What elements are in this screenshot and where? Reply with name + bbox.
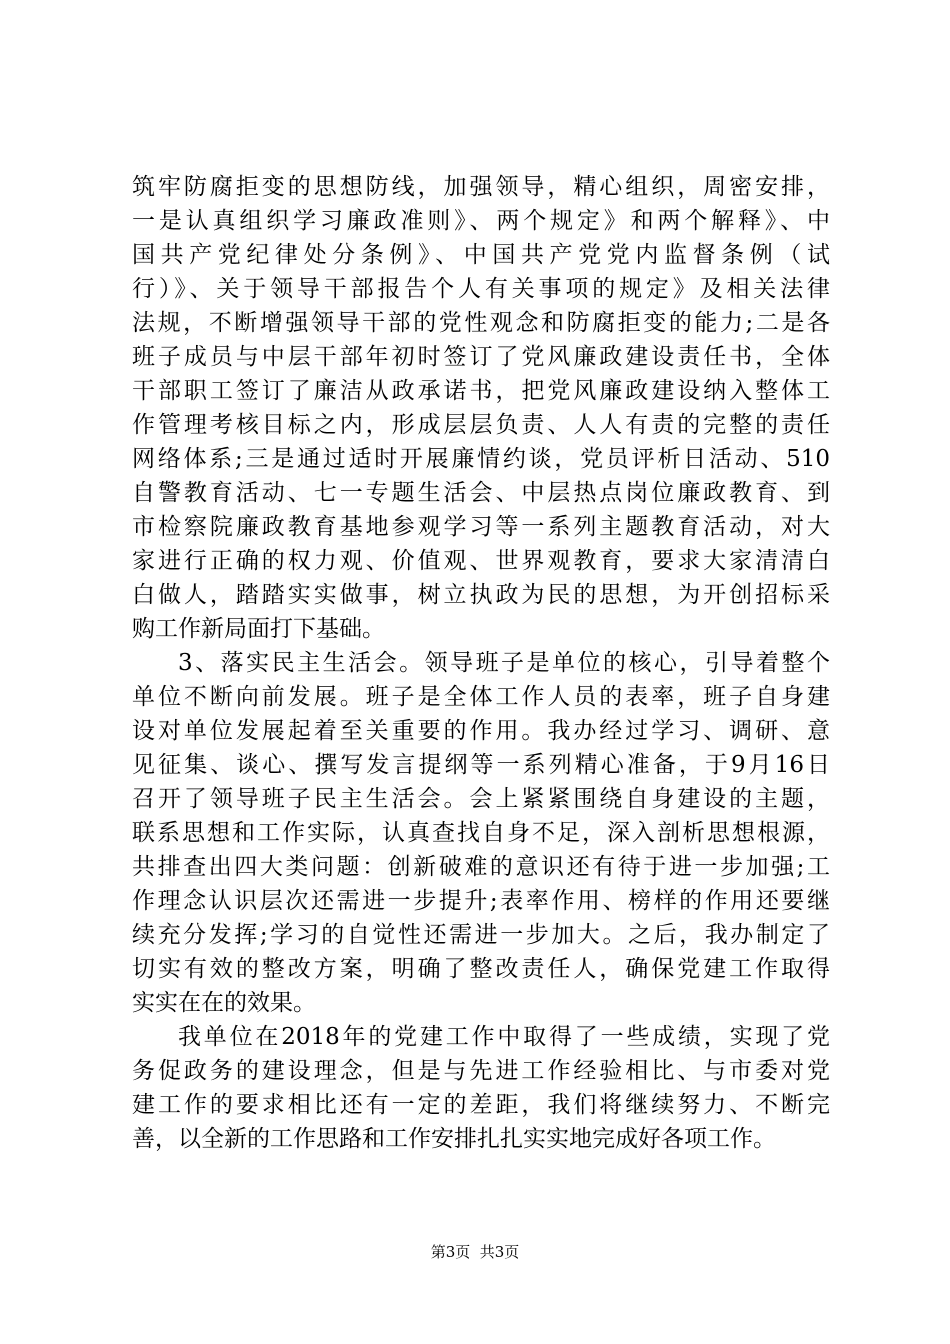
text-line: 干部职工签订了廉洁从政承诺书，把党风廉政建设纳入整体工 (132, 378, 830, 404)
text-line: 实实在在的效果。 (132, 990, 316, 1016)
text-line: 自警教育活动、七一专题生活会、中层热点岗位廉政教育、到 (132, 480, 830, 506)
text-line: 共排查出四大类问题：创新破难的意识还有待于进一步加强;工 (132, 854, 830, 880)
text-line: 市检察院廉政教育基地参观学习等一系列主题教育活动，对大 (132, 514, 830, 540)
text-line: 设对单位发展起着至关重要的作用。我办经过学习、调研、意 (132, 718, 830, 744)
text-line: 3、落实民主生活会。领导班子是单位的核心，引导着整个 (178, 650, 830, 676)
text-line: 续充分发挥;学习的自觉性还需进一步加大。之后，我办制定了 (132, 922, 830, 948)
text-line: 班子成员与中层干部年初时签订了党风廉政建设责任书，全体 (132, 344, 830, 370)
text-line: 切实有效的整改方案，明确了整改责任人，确保党建工作取得 (132, 956, 830, 982)
page-footer: 第3页 共3页 (430, 1243, 520, 1261)
text-line: 单位不断向前发展。班子是全体工作人员的表率，班子自身建 (132, 684, 830, 710)
text-line: 国共产党纪律处分条例》、中国共产党党内监督条例（试 (132, 242, 830, 268)
text-line: 作理念认识层次还需进一步提升;表率作用、榜样的作用还要继 (132, 888, 830, 914)
text-line: 建工作的要求相比还有一定的差距，我们将继续努力、不断完 (132, 1092, 830, 1118)
text-line: 白做人，踏踏实实做事，树立执政为民的思想，为开创招标采 (132, 582, 830, 608)
text-line: 一是认真组织学习廉政准则》、两个规定》和两个解释》、中 (132, 208, 830, 234)
text-line: 家进行正确的权力观、价值观、世界观教育，要求大家清清白 (132, 548, 830, 574)
document-body (132, 170, 830, 1156)
text-line: 作管理考核目标之内，形成层层负责、人人有责的完整的责任 (132, 412, 830, 438)
text-line: 筑牢防腐拒变的思想防线，加强领导，精心组织，周密安排， (132, 174, 830, 200)
text-line: 我单位在2018年的党建工作中取得了一些成绩，实现了党 (178, 1024, 830, 1050)
text-line: 召开了领导班子民主生活会。会上紧紧围绕自身建设的主题， (132, 786, 830, 812)
text-line: 善，以全新的工作思路和工作安排扎扎实实地完成好各项工作。 (132, 1126, 776, 1152)
text-line: 法规，不断增强领导干部的党性观念和防腐拒变的能力;二是各 (132, 310, 830, 336)
text-line: 行）》、关于领导干部报告个人有关事项的规定》及相关法律 (132, 276, 830, 302)
text-line: 购工作新局面打下基础。 (132, 616, 385, 642)
text-line: 务促政务的建设理念，但是与先进工作经验相比、与市委对党 (132, 1058, 830, 1084)
text-line: 见征集、谈心、撰写发言提纲等一系列精心准备，于9月16日 (132, 752, 830, 778)
text-line: 联系思想和工作实际，认真查找自身不足，深入剖析思想根源， (132, 820, 830, 846)
text-line: 网络体系;三是通过适时开展廉情约谈，党员评析日活动、510 (132, 446, 830, 472)
